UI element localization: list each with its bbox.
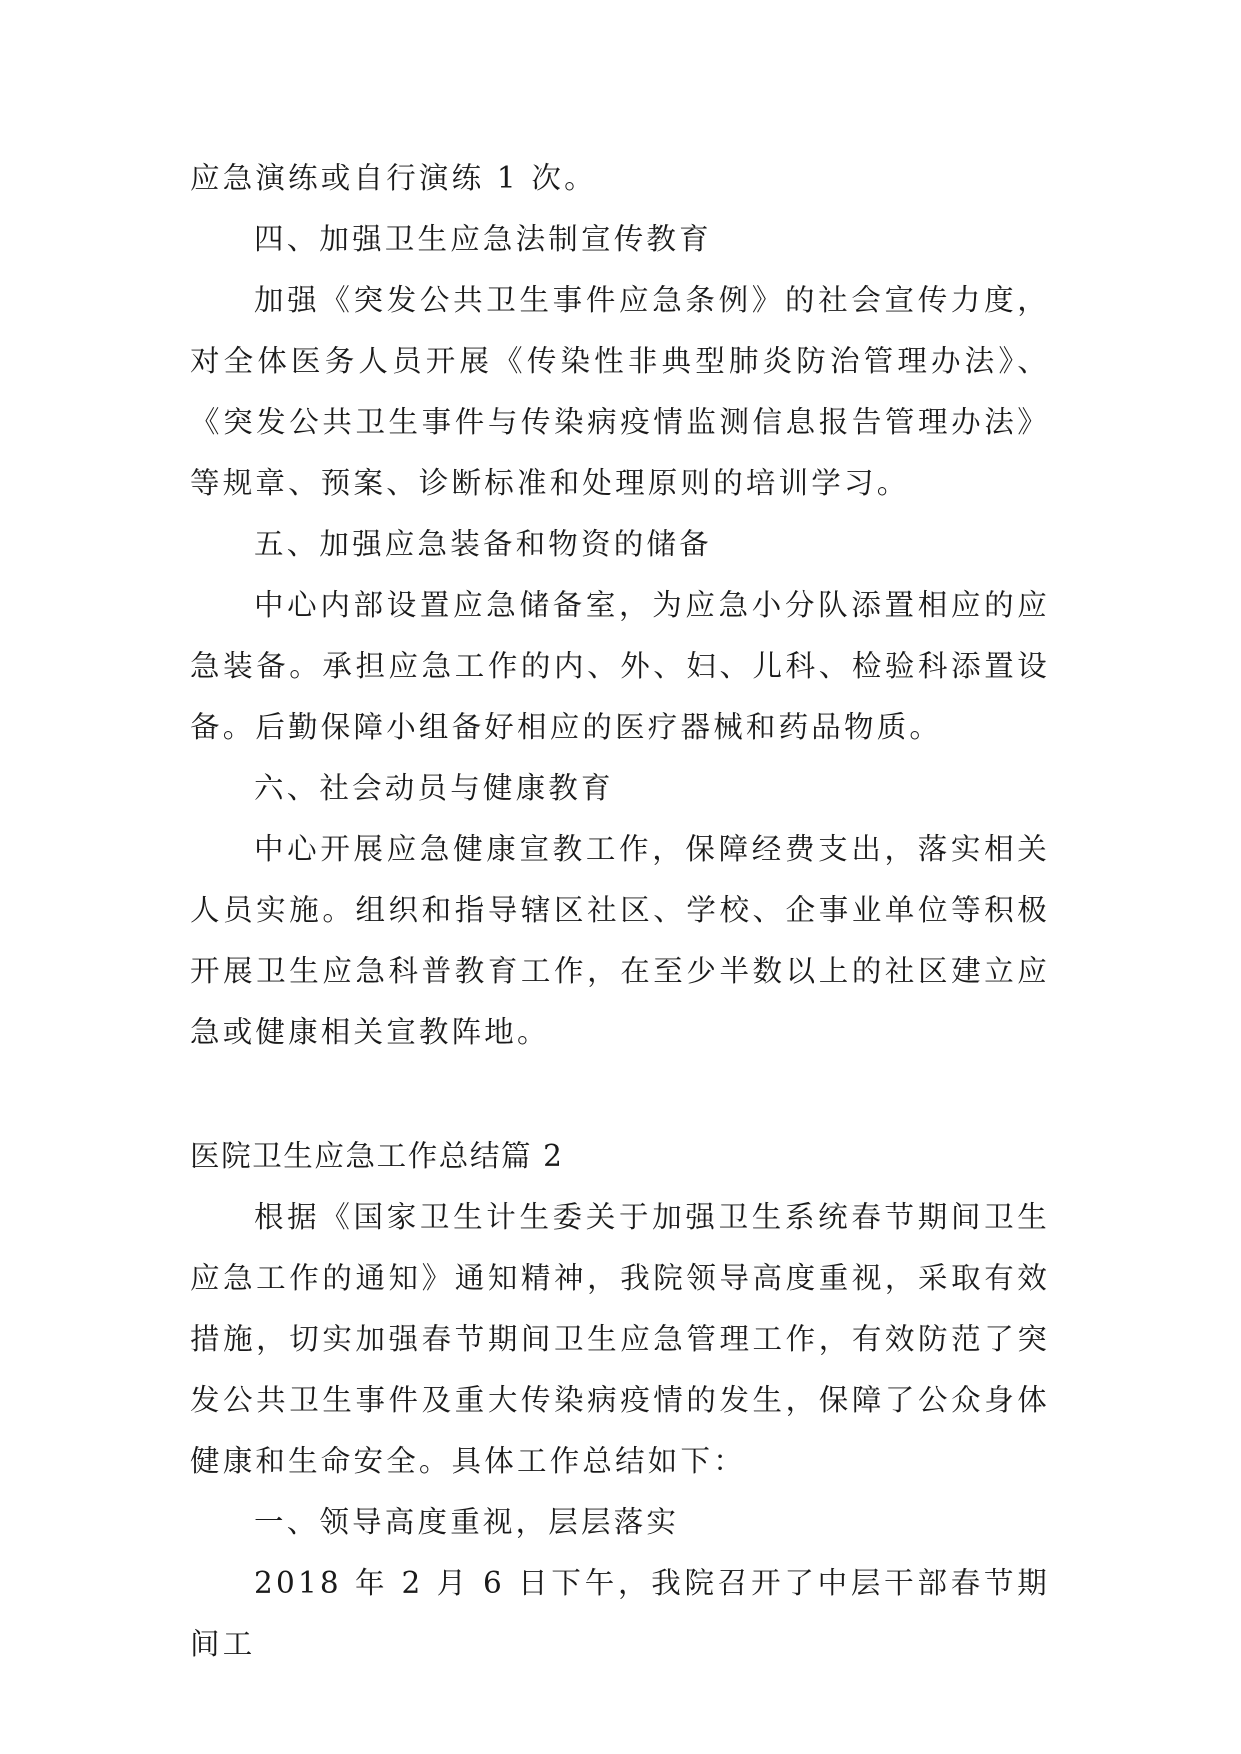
heading-equipment-reserve: 五、加强应急装备和物资的储备 bbox=[254, 527, 712, 561]
paragraph-equipment-reserve: 中心内部设置应急储备室，为应急小分队添置相应的应急装备。承担应急工作的内、外、妇、儿科、检验科添置设备。后勤保障小组备好相应的医疗器械和药品物质。 bbox=[190, 588, 1050, 744]
heading-leadership: 一、领导高度重视，层层落实 bbox=[254, 1505, 680, 1539]
heading-social-mobilization: 六、社会动员与健康教育 bbox=[254, 771, 614, 805]
paragraph-notice-spirit: 根据《国家卫生计生委关于加强卫生系统春节期间卫生应急工作的通知》通知精神，我院领导高度重视，采取有效措施，切实加强春节期间卫生应急管理工作，有效防范了突发公共卫生事件及重大传染病疫情的发生，保障了公众身体健康和生命安全。具体工作总结如下： bbox=[190, 1200, 1050, 1478]
heading-legal-publicity: 四、加强卫生应急法制宣传教育 bbox=[254, 222, 712, 256]
paragraph-meeting: 2018 年 2 月 6 日下午，我院召开了中层干部春节期间工 bbox=[190, 1566, 1050, 1661]
paragraph-drill-ending: 应急演练或自行演练 1 次。 bbox=[190, 161, 597, 195]
section-title-summary-2: 医院卫生应急工作总结篇 2 bbox=[190, 1139, 564, 1173]
paragraph-social-mobilization: 中心开展应急健康宣教工作，保障经费支出，落实相关人员实施。组织和指导辖区社区、学校、企事业单位等积极开展卫生应急科普教育工作，在至少半数以上的社区建立应急或健康相关宣教阵地。 bbox=[190, 832, 1050, 1049]
document-page bbox=[190, 148, 1050, 1675]
paragraph-legal-publicity: 加强《突发公共卫生事件应急条例》的社会宣传力度，对全体医务人员开展《传染性非典型肺炎防治管理办法》、《突发公共卫生事件与传染病疫情监测信息报告管理办法》等规章、预案、诊断标准和处理原则的培训学习。 bbox=[190, 283, 1050, 500]
